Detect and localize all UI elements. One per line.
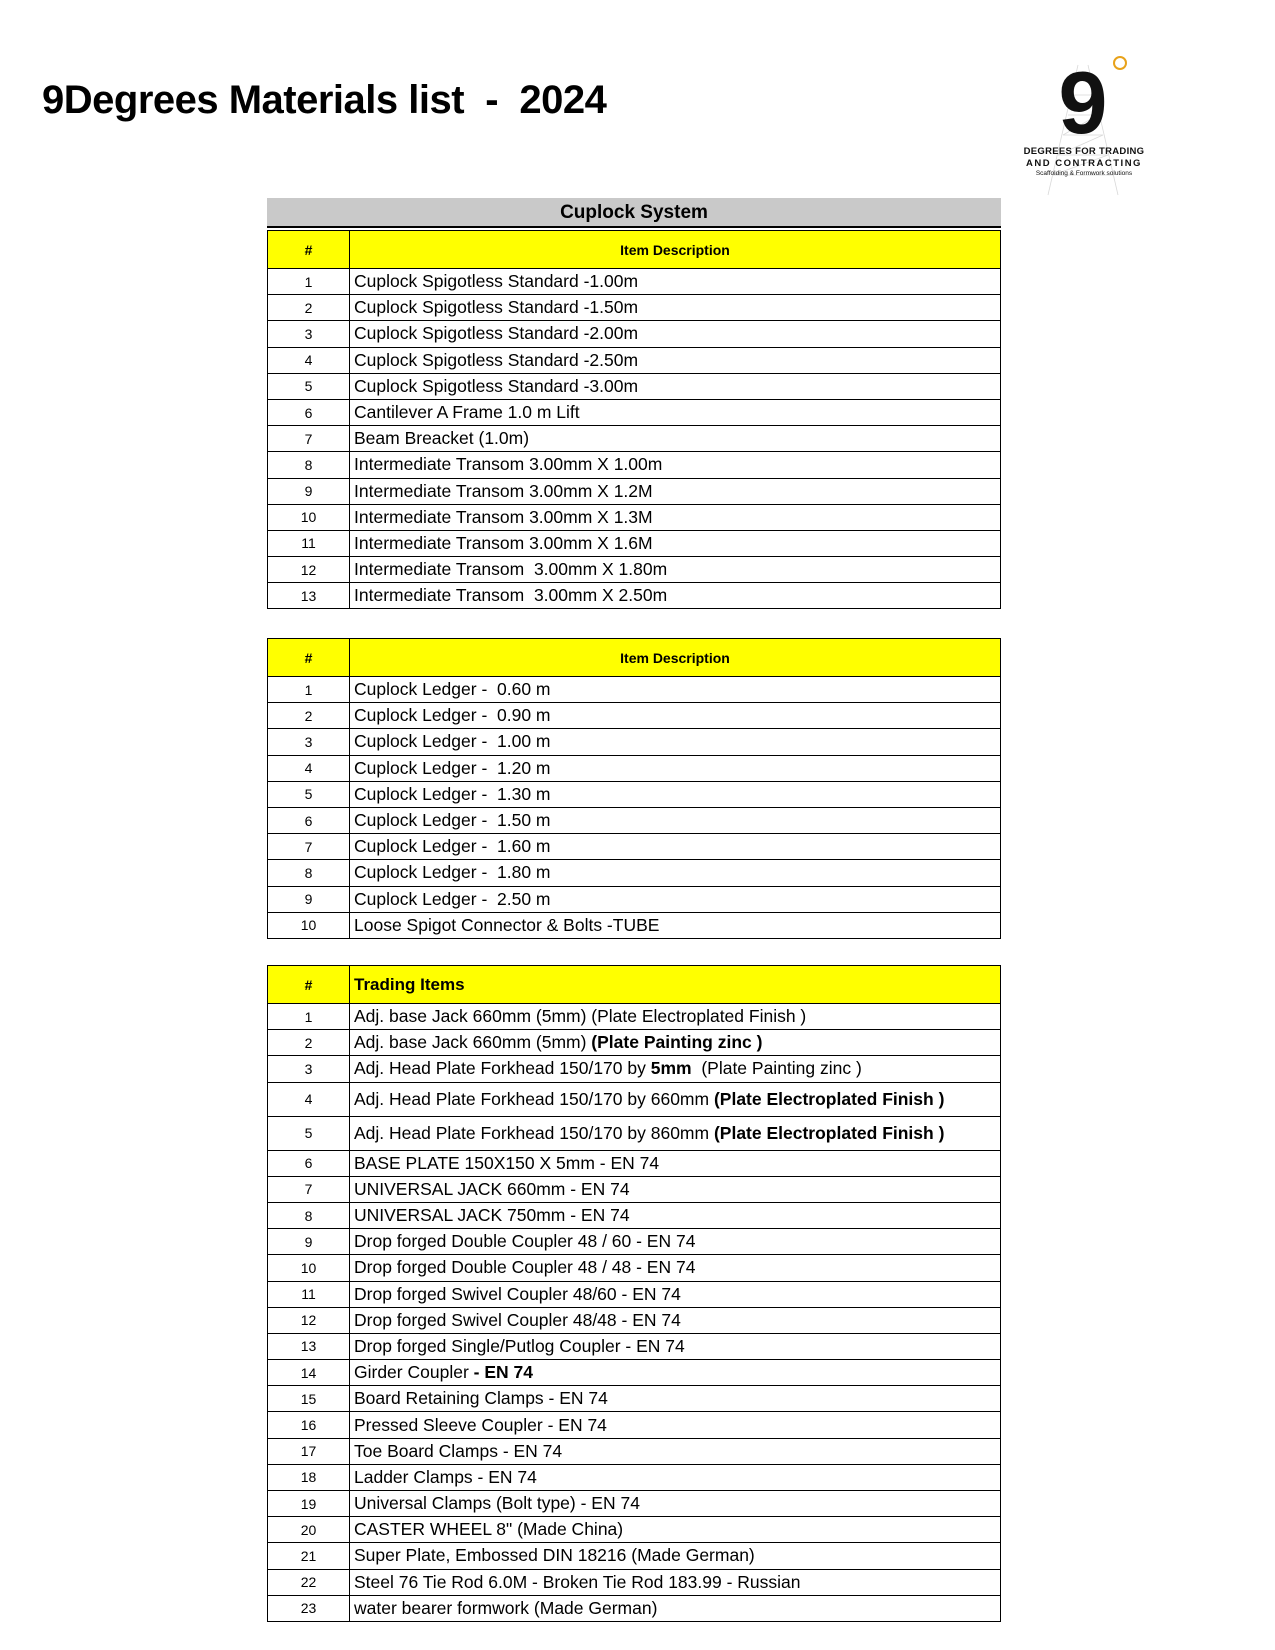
item-text: Ladder Clamps - EN 74 bbox=[354, 1466, 537, 1487]
item-description bbox=[350, 886, 1001, 912]
item-description bbox=[350, 807, 1001, 833]
item-text: Adj. base Jack 660mm (5mm) (Plate Electroplated Finish ) bbox=[354, 1006, 807, 1027]
item-description bbox=[350, 1176, 1001, 1202]
item-text: Drop forged Swivel Coupler 48/48 - EN 74 bbox=[354, 1309, 681, 1330]
item-text: water bearer formwork (Made German) bbox=[354, 1597, 658, 1618]
item-text: Cuplock Spigotless Standard -3.00m bbox=[354, 375, 639, 396]
item-description bbox=[350, 1150, 1001, 1176]
table-row bbox=[268, 1150, 1001, 1176]
item-description bbox=[350, 530, 1001, 556]
item-text: Intermediate Transom 3.00mm X 2.50m bbox=[354, 585, 668, 606]
row-number: 6 bbox=[268, 1150, 350, 1176]
row-number: 8 bbox=[268, 860, 350, 886]
row-number: 14 bbox=[268, 1360, 350, 1386]
table-row bbox=[268, 530, 1001, 556]
page-title: 9Degrees Materials list - 2024 bbox=[42, 78, 607, 122]
item-description bbox=[350, 1056, 1001, 1082]
table-row bbox=[268, 677, 1001, 703]
item-description bbox=[350, 269, 1001, 295]
item-text-bold: (Plate Electroplated Finish ) bbox=[713, 1122, 945, 1143]
item-description bbox=[350, 1333, 1001, 1359]
item-description bbox=[350, 912, 1001, 938]
table-row bbox=[268, 269, 1001, 295]
row-number: 3 bbox=[268, 1056, 350, 1082]
item-text: Drop forged Double Coupler 48 / 60 - EN 74 bbox=[354, 1231, 696, 1252]
table-row bbox=[268, 295, 1001, 321]
item-text: Intermediate Transom 3.00mm X 1.3M bbox=[354, 506, 653, 527]
item-text: UNIVERSAL JACK 660mm - EN 74 bbox=[354, 1178, 630, 1199]
row-number: 18 bbox=[268, 1464, 350, 1490]
item-text: Girder Coupler bbox=[354, 1362, 474, 1383]
item-description bbox=[350, 1229, 1001, 1255]
table-row bbox=[268, 781, 1001, 807]
item-description bbox=[350, 478, 1001, 504]
table-row bbox=[268, 1386, 1001, 1412]
row-number: 9 bbox=[268, 478, 350, 504]
table-row bbox=[268, 1491, 1001, 1517]
item-text: Cuplock Ledger - 1.50 m bbox=[354, 810, 551, 831]
row-number: 16 bbox=[268, 1412, 350, 1438]
item-description bbox=[350, 399, 1001, 425]
item-text: Steel 76 Tie Rod 6.0M - Broken Tie Rod 183.99 - Russian bbox=[354, 1571, 801, 1592]
item-description bbox=[350, 426, 1001, 452]
table-row bbox=[268, 1229, 1001, 1255]
item-text-suffix: (Plate Painting zinc ) bbox=[691, 1058, 862, 1079]
item-description bbox=[350, 1517, 1001, 1543]
table-row bbox=[268, 1176, 1001, 1202]
item-description bbox=[350, 504, 1001, 530]
table-row bbox=[268, 1543, 1001, 1569]
row-number: 19 bbox=[268, 1491, 350, 1517]
table-row bbox=[268, 347, 1001, 373]
table-row bbox=[268, 1307, 1001, 1333]
table-row bbox=[268, 504, 1001, 530]
item-text-bold: (Plate Painting zinc ) bbox=[591, 1032, 763, 1053]
item-text: Cuplock Spigotless Standard -1.00m bbox=[354, 271, 639, 292]
section-title: Cuplock System bbox=[267, 198, 1001, 228]
item-text: Intermediate Transom 3.00mm X 1.80m bbox=[354, 559, 668, 580]
logo-tagline: Scaffolding & Formwork solutions bbox=[1035, 170, 1133, 177]
row-number: 17 bbox=[268, 1438, 350, 1464]
item-description bbox=[350, 834, 1001, 860]
item-text: Cuplock Ledger - 0.90 m bbox=[354, 705, 551, 726]
item-description bbox=[350, 781, 1001, 807]
item-description bbox=[350, 1004, 1001, 1030]
column-header-description: Item Description bbox=[350, 639, 1001, 677]
table-row bbox=[268, 912, 1001, 938]
table-row bbox=[268, 321, 1001, 347]
table-row bbox=[268, 834, 1001, 860]
table-row bbox=[268, 860, 1001, 886]
table-row bbox=[268, 1281, 1001, 1307]
table-row bbox=[268, 755, 1001, 781]
item-description bbox=[350, 1491, 1001, 1517]
item-description bbox=[350, 1569, 1001, 1595]
item-text: BASE PLATE 150X150 X 5mm - EN 74 bbox=[354, 1152, 660, 1173]
row-number: 11 bbox=[268, 530, 350, 556]
row-number: 12 bbox=[268, 557, 350, 583]
table-row bbox=[268, 1569, 1001, 1595]
row-number: 10 bbox=[268, 504, 350, 530]
item-text: Adj. Head Plate Forkhead 150/170 by 860mm bbox=[354, 1122, 714, 1143]
row-number: 15 bbox=[268, 1386, 350, 1412]
item-text-bold: - EN 74 bbox=[473, 1362, 533, 1383]
logo-line-1: DEGREES FOR TRADING bbox=[1023, 146, 1145, 157]
nine-degrees-logo-icon bbox=[1008, 55, 1158, 205]
table-row bbox=[268, 1438, 1001, 1464]
row-number: 13 bbox=[268, 1333, 350, 1359]
row-number: 6 bbox=[268, 399, 350, 425]
item-description bbox=[350, 1464, 1001, 1490]
column-header-number: # bbox=[268, 966, 350, 1004]
item-description bbox=[350, 677, 1001, 703]
item-text: Cuplock Ledger - 1.30 m bbox=[354, 783, 551, 804]
item-text: Intermediate Transom 3.00mm X 1.2M bbox=[354, 480, 653, 501]
row-number: 3 bbox=[268, 321, 350, 347]
item-description bbox=[350, 295, 1001, 321]
table-row bbox=[268, 1116, 1001, 1150]
item-text: Cuplock Ledger - 1.00 m bbox=[354, 731, 551, 752]
cuplock-standards-table bbox=[267, 230, 1001, 609]
row-number: 4 bbox=[268, 347, 350, 373]
table-row bbox=[268, 583, 1001, 609]
item-description bbox=[350, 703, 1001, 729]
item-description bbox=[350, 1543, 1001, 1569]
table-row bbox=[268, 452, 1001, 478]
item-description bbox=[350, 1202, 1001, 1228]
item-description bbox=[350, 347, 1001, 373]
table-row bbox=[268, 1030, 1001, 1056]
table-row bbox=[268, 703, 1001, 729]
item-text: Adj. Head Plate Forkhead 150/170 by bbox=[354, 1058, 651, 1079]
table-row bbox=[268, 426, 1001, 452]
item-description bbox=[350, 755, 1001, 781]
row-number: 4 bbox=[268, 1082, 350, 1116]
row-number: 6 bbox=[268, 807, 350, 833]
row-number: 7 bbox=[268, 834, 350, 860]
column-header-trading-items: Trading Items bbox=[350, 966, 1001, 1004]
table-row bbox=[268, 1255, 1001, 1281]
trading-items-table bbox=[267, 965, 1001, 1622]
item-description bbox=[350, 1360, 1001, 1386]
row-number: 11 bbox=[268, 1281, 350, 1307]
item-text: Universal Clamps (Bolt type) - EN 74 bbox=[354, 1493, 640, 1514]
row-number: 9 bbox=[268, 1229, 350, 1255]
item-description bbox=[350, 729, 1001, 755]
row-number: 8 bbox=[268, 1202, 350, 1228]
row-number: 5 bbox=[268, 373, 350, 399]
item-description bbox=[350, 1082, 1001, 1116]
column-header-description: Item Description bbox=[350, 231, 1001, 269]
row-number: 12 bbox=[268, 1307, 350, 1333]
table-row bbox=[268, 1082, 1001, 1116]
table-row bbox=[268, 1464, 1001, 1490]
row-number: 2 bbox=[268, 295, 350, 321]
item-text: Cantilever A Frame 1.0 m Lift bbox=[354, 402, 580, 423]
item-description bbox=[350, 1030, 1001, 1056]
item-text: Intermediate Transom 3.00mm X 1.00m bbox=[354, 454, 663, 475]
row-number: 7 bbox=[268, 1176, 350, 1202]
item-text: Beam Breacket (1.0m) bbox=[354, 428, 530, 449]
row-number: 8 bbox=[268, 452, 350, 478]
table-row bbox=[268, 373, 1001, 399]
item-description bbox=[350, 557, 1001, 583]
logo-line-2: AND CONTRACTING bbox=[1026, 158, 1142, 169]
item-text: Toe Board Clamps - EN 74 bbox=[354, 1440, 563, 1461]
table-row bbox=[268, 1595, 1001, 1621]
row-number: 1 bbox=[268, 677, 350, 703]
item-description bbox=[350, 321, 1001, 347]
item-description bbox=[350, 1116, 1001, 1150]
item-text: Cuplock Spigotless Standard -1.50m bbox=[354, 297, 639, 318]
item-description bbox=[350, 1255, 1001, 1281]
row-number: 7 bbox=[268, 426, 350, 452]
item-text: CASTER WHEEL 8" (Made China) bbox=[354, 1519, 624, 1540]
column-header-number: # bbox=[268, 231, 350, 269]
row-number: 1 bbox=[268, 269, 350, 295]
row-number: 1 bbox=[268, 1004, 350, 1030]
row-number: 21 bbox=[268, 1543, 350, 1569]
item-text: Cuplock Ledger - 0.60 m bbox=[354, 679, 551, 700]
item-text: Pressed Sleeve Coupler - EN 74 bbox=[354, 1414, 607, 1435]
row-number: 9 bbox=[268, 886, 350, 912]
row-number: 13 bbox=[268, 583, 350, 609]
table-row bbox=[268, 729, 1001, 755]
item-text: UNIVERSAL JACK 750mm - EN 74 bbox=[354, 1205, 630, 1226]
item-description bbox=[350, 860, 1001, 886]
item-description bbox=[350, 452, 1001, 478]
row-number: 20 bbox=[268, 1517, 350, 1543]
item-description bbox=[350, 373, 1001, 399]
row-number: 2 bbox=[268, 703, 350, 729]
table-row bbox=[268, 1517, 1001, 1543]
row-number: 10 bbox=[268, 1255, 350, 1281]
item-text: Cuplock Spigotless Standard -2.50m bbox=[354, 349, 639, 370]
item-text: Loose Spigot Connector & Bolts -TUBE bbox=[354, 914, 660, 935]
item-text: Drop forged Single/Putlog Coupler - EN 74 bbox=[354, 1335, 685, 1356]
item-description bbox=[350, 1307, 1001, 1333]
item-text-bold: (Plate Electroplated Finish ) bbox=[713, 1088, 945, 1109]
table-row bbox=[268, 399, 1001, 425]
item-text: Board Retaining Clamps - EN 74 bbox=[354, 1388, 608, 1409]
row-number: 23 bbox=[268, 1595, 350, 1621]
item-description bbox=[350, 1595, 1001, 1621]
column-header-number: # bbox=[268, 639, 350, 677]
row-number: 22 bbox=[268, 1569, 350, 1595]
item-text: Drop forged Double Coupler 48 / 48 - EN 74 bbox=[354, 1257, 696, 1278]
table-row bbox=[268, 1333, 1001, 1359]
table-row bbox=[268, 886, 1001, 912]
table-row bbox=[268, 478, 1001, 504]
row-number: 5 bbox=[268, 1116, 350, 1150]
cuplock-ledgers-table bbox=[267, 638, 1001, 939]
item-text: Cuplock Ledger - 2.50 m bbox=[354, 888, 551, 909]
item-text: Cuplock Ledger - 1.20 m bbox=[354, 757, 551, 778]
item-text: Cuplock Spigotless Standard -2.00m bbox=[354, 323, 639, 344]
item-text: Drop forged Swivel Coupler 48/60 - EN 74 bbox=[354, 1283, 681, 1304]
item-description bbox=[350, 1412, 1001, 1438]
item-text-bold: 5mm bbox=[650, 1058, 692, 1079]
item-description bbox=[350, 583, 1001, 609]
item-text: Super Plate, Embossed DIN 18216 (Made German) bbox=[354, 1545, 755, 1566]
row-number: 4 bbox=[268, 755, 350, 781]
table-row bbox=[268, 1056, 1001, 1082]
table-row bbox=[268, 1202, 1001, 1228]
table-row bbox=[268, 557, 1001, 583]
table-row bbox=[268, 1412, 1001, 1438]
row-number: 2 bbox=[268, 1030, 350, 1056]
item-description bbox=[350, 1438, 1001, 1464]
svg-text:9: 9 bbox=[1058, 55, 1108, 152]
row-number: 5 bbox=[268, 781, 350, 807]
table-row bbox=[268, 1360, 1001, 1386]
table-row bbox=[268, 807, 1001, 833]
item-text: Cuplock Ledger - 1.60 m bbox=[354, 836, 551, 857]
item-text: Adj. base Jack 660mm (5mm) bbox=[354, 1032, 592, 1053]
row-number: 10 bbox=[268, 912, 350, 938]
table-row bbox=[268, 1004, 1001, 1030]
item-text: Intermediate Transom 3.00mm X 1.6M bbox=[354, 532, 653, 553]
item-description bbox=[350, 1386, 1001, 1412]
item-text: Cuplock Ledger - 1.80 m bbox=[354, 862, 551, 883]
item-text: Adj. Head Plate Forkhead 150/170 by 660mm bbox=[354, 1088, 714, 1109]
row-number: 3 bbox=[268, 729, 350, 755]
item-description bbox=[350, 1281, 1001, 1307]
